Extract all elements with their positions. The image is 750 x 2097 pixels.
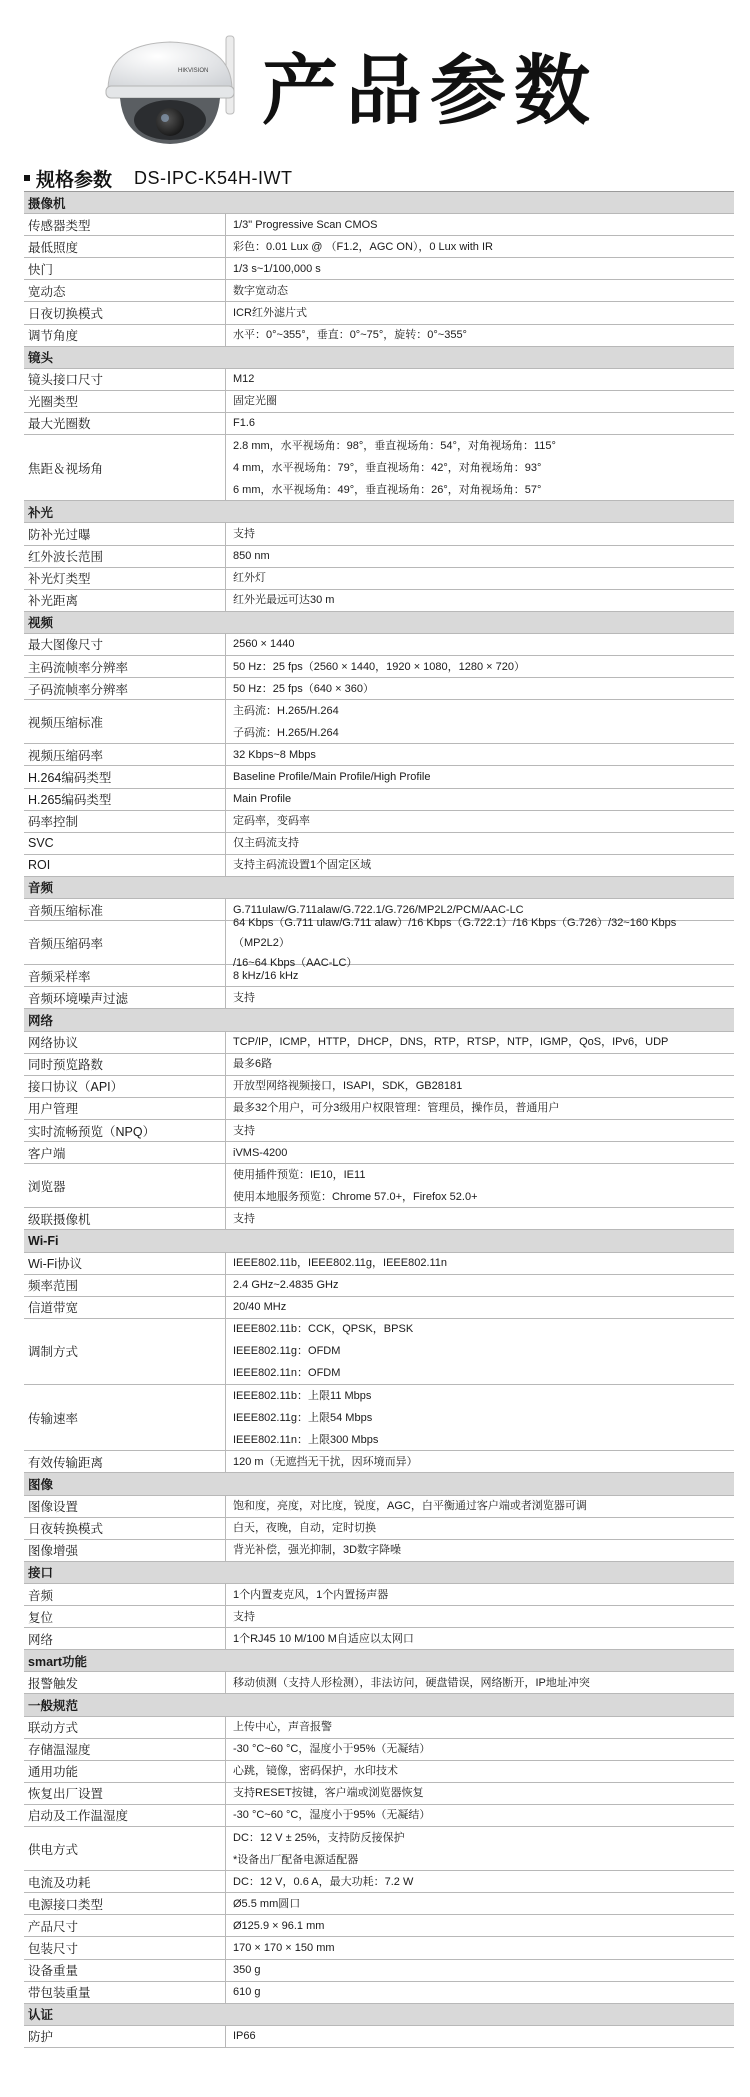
spec-value	[226, 1805, 734, 1826]
spec-value	[226, 1915, 734, 1936]
spec-value-line: Main Profile	[233, 793, 292, 806]
spec-row	[24, 546, 734, 568]
spec-value	[226, 236, 734, 257]
spec-key: 补光距离	[24, 590, 226, 611]
spec-value	[226, 1982, 734, 2003]
spec-key: H.265编码类型	[24, 789, 226, 810]
spec-value	[226, 1717, 734, 1738]
spec-value-line: 64 Kbps（G.711 ulaw/G.711 alaw）/16 Kbps（G.722.1）/16 Kbps（G.726）/32~160 Kbps（MP2L2）	[233, 916, 677, 949]
spec-value-line: 水平：0°~355°，垂直：0°~75°，旋转：0°~355°	[233, 329, 467, 342]
spec-key: 图像设置	[24, 1496, 226, 1517]
header	[0, 0, 750, 170]
spec-key: 实时流畅预览（NPQ）	[24, 1120, 226, 1141]
spec-value	[226, 1496, 734, 1517]
spec-key: 通用功能	[24, 1761, 226, 1782]
spec-key: 同时预览路数	[24, 1054, 226, 1075]
spec-key: 报警触发	[24, 1672, 226, 1693]
spec-row	[24, 1385, 734, 1451]
spec-value	[226, 916, 734, 969]
spec-value-line: 1/3 s~1/100,000 s	[233, 262, 321, 275]
spec-value	[226, 766, 734, 787]
spec-value-line: 移动侦测（支持人形检测），非法访问，硬盘错误，网络断开，IP地址冲突	[233, 1676, 590, 1689]
spec-value-line: IEEE802.11g：OFDM	[233, 1345, 341, 1358]
spec-value	[226, 1628, 734, 1649]
spec-row	[24, 656, 734, 678]
spec-heading	[24, 165, 293, 191]
spec-row	[24, 1827, 734, 1871]
spec-value	[226, 214, 734, 235]
spec-value	[226, 1584, 734, 1605]
spec-value	[226, 369, 734, 390]
spec-row	[24, 789, 734, 811]
spec-value-line: 支持	[233, 527, 255, 540]
spec-value-line: 2.8 mm，水平视场角：98°，垂直视场角：54°，对角视场角：115°	[233, 439, 556, 452]
camera-brand: HIKVISION	[178, 68, 209, 74]
spec-row	[24, 1098, 734, 1120]
spec-value-line: 4 mm，水平视场角：79°，垂直视场角：42°，对角视场角：93°	[233, 461, 542, 474]
section-header: 补光	[24, 501, 734, 523]
spec-key: 图像增强	[24, 1540, 226, 1561]
spec-value-line: 开放型网络视频接口，ISAPI，SDK，GB28181	[233, 1080, 463, 1093]
spec-key: Wi-Fi协议	[24, 1253, 226, 1274]
spec-value	[226, 590, 734, 611]
spec-key: 级联摄像机	[24, 1208, 226, 1229]
spec-row	[24, 369, 734, 391]
spec-key: 音频采样率	[24, 965, 226, 986]
spec-row	[24, 634, 734, 656]
spec-key: 视频压缩标准	[24, 700, 226, 743]
spec-value-line: 红外光最远可达30 m	[233, 594, 335, 607]
spec-key: 防护	[24, 2026, 226, 2047]
spec-value	[226, 1319, 734, 1384]
spec-value-line: 饱和度，亮度，对比度，锐度，AGC，白平衡通过客户端或者浏览器可调	[233, 1500, 587, 1513]
spec-value-line: 固定光圈	[233, 395, 277, 408]
spec-value	[226, 833, 734, 854]
spec-row	[24, 413, 734, 435]
spec-key: 最大图像尺寸	[24, 634, 226, 655]
spec-value-line: 最多6路	[233, 1058, 273, 1071]
spec-key: 浏览器	[24, 1164, 226, 1207]
spec-value	[226, 1893, 734, 1914]
spec-value-line: 50 Hz：25 fps（2560 × 1440，1920 × 1080，1280 × 720）	[233, 660, 526, 673]
spec-row	[24, 1208, 734, 1230]
spec-key: 设备重量	[24, 1960, 226, 1981]
spec-row	[24, 325, 734, 347]
spec-key: 日夜切换模式	[24, 302, 226, 323]
spec-row	[24, 1915, 734, 1937]
spec-value-line: 120 m（无遮挡无干扰，因环境而异）	[233, 1455, 418, 1468]
spec-value-line: 最多32个用户，可分3级用户权限管理：管理员，操作员，普通用户	[233, 1102, 560, 1115]
spec-value	[226, 1164, 734, 1207]
spec-value	[226, 656, 734, 677]
spec-row	[24, 1032, 734, 1054]
spec-key: 最大光圈数	[24, 413, 226, 434]
spec-key: 快门	[24, 258, 226, 279]
spec-value-line: M12	[233, 373, 255, 386]
spec-key: 防补光过曝	[24, 523, 226, 544]
spec-value-line: 32 Kbps~8 Mbps	[233, 748, 316, 761]
section-header: 认证	[24, 2004, 734, 2026]
spec-row	[24, 1054, 734, 1076]
spec-value-line: IEEE802.11b：CCK，QPSK，BPSK	[233, 1323, 414, 1336]
spec-value-line: Ø125.9 × 96.1 mm	[233, 1919, 325, 1932]
spec-row	[24, 833, 734, 855]
spec-key: 红外波长范围	[24, 546, 226, 567]
spec-value	[226, 1253, 734, 1274]
spec-value-line: DC：12 V ± 25%，支持防反接保护	[233, 1831, 405, 1844]
spec-key: 主码流帧率分辨率	[24, 656, 226, 677]
spec-value	[226, 302, 734, 323]
spec-value-line: 心跳，镜像，密码保护，水印技术	[233, 1765, 398, 1778]
spec-row	[24, 523, 734, 545]
spec-key: 焦距＆视场角	[24, 435, 226, 500]
spec-row	[24, 1297, 734, 1319]
spec-table	[24, 191, 734, 2048]
spec-key: 电源接口类型	[24, 1893, 226, 1914]
spec-value-line: DC：12 V，0.6 A，最大功耗：7.2 W	[233, 1875, 414, 1888]
spec-row	[24, 1783, 734, 1805]
spec-row	[24, 280, 734, 302]
section-header: 音频	[24, 877, 734, 899]
spec-key: 网络协议	[24, 1032, 226, 1053]
spec-value-line: 红外灯	[233, 572, 266, 585]
spec-row	[24, 1672, 734, 1694]
spec-key: 码率控制	[24, 811, 226, 832]
spec-value	[226, 811, 734, 832]
spec-row	[24, 568, 734, 590]
spec-key: 视频压缩码率	[24, 744, 226, 765]
spec-value-line: 1/3" Progressive Scan CMOS	[233, 218, 378, 231]
spec-row	[24, 258, 734, 280]
spec-row	[24, 1076, 734, 1098]
spec-value	[226, 1208, 734, 1229]
spec-value-line: G.711ulaw/G.711alaw/G.722.1/G.726/MP2L2/PCM/AAC-LC	[233, 903, 524, 916]
spec-key: 调节角度	[24, 325, 226, 346]
spec-row	[24, 965, 734, 987]
spec-value-line: Baseline Profile/Main Profile/High Profile	[233, 771, 431, 783]
spec-row	[24, 1120, 734, 1142]
spec-value	[226, 2026, 734, 2047]
spec-row	[24, 1518, 734, 1540]
spec-value	[226, 1297, 734, 1318]
page-title: 产品参数	[262, 49, 598, 134]
spec-value	[226, 678, 734, 699]
spec-value	[226, 1098, 734, 1119]
spec-value-line: 支持	[233, 1124, 255, 1137]
section-header: 一般规范	[24, 1694, 734, 1716]
spec-value-line: 使用本地服务预览：Chrome 57.0+，Firefox 52.0+	[233, 1190, 478, 1203]
spec-row	[24, 1739, 734, 1761]
spec-row	[24, 1275, 734, 1297]
spec-key: 日夜转换模式	[24, 1518, 226, 1539]
spec-value	[226, 700, 734, 743]
spec-key: 恢复出厂设置	[24, 1783, 226, 1804]
spec-row	[24, 987, 734, 1009]
spec-row	[24, 435, 734, 501]
spec-value	[226, 568, 734, 589]
spec-value-line: 支持主码流设置1个固定区域	[233, 859, 372, 872]
section-header: 视频	[24, 612, 734, 634]
spec-key: 网络	[24, 1628, 226, 1649]
spec-row	[24, 1540, 734, 1562]
spec-row	[24, 214, 734, 236]
spec-value	[226, 1120, 734, 1141]
spec-value-line: F1.6	[233, 417, 256, 430]
spec-key: 镜头接口尺寸	[24, 369, 226, 390]
spec-value	[226, 435, 734, 500]
section-header: 网络	[24, 1009, 734, 1031]
spec-key: 包装尺寸	[24, 1937, 226, 1958]
spec-key: 有效传输距离	[24, 1451, 226, 1472]
spec-value	[226, 1032, 734, 1053]
spec-value-line: 2560 × 1440	[233, 638, 295, 651]
spec-value-line: 定码率，变码率	[233, 815, 310, 828]
spec-value-line: 170 × 170 × 150 mm	[233, 1942, 335, 1954]
spec-row	[24, 916, 734, 969]
spec-value	[226, 1451, 734, 1472]
spec-key: 光圈类型	[24, 391, 226, 412]
spec-value-line: IEEE802.11b，IEEE802.11g，IEEE802.11n	[233, 1257, 448, 1270]
spec-key: 补光灯类型	[24, 568, 226, 589]
spec-row	[24, 1319, 734, 1385]
spec-value-line: 850 nm	[233, 550, 270, 563]
spec-value	[226, 546, 734, 567]
spec-key: 产品尺寸	[24, 1915, 226, 1936]
spec-key: 存储温湿度	[24, 1739, 226, 1760]
spec-value-line: /16~64 Kbps（AAC-LC）	[233, 956, 358, 969]
spec-value-line: 350 g	[233, 1964, 261, 1977]
spec-value-line: 白天，夜晚，自动，定时切换	[233, 1522, 376, 1535]
spec-key: 电流及功耗	[24, 1871, 226, 1892]
spec-value-line: 仅主码流支持	[233, 837, 299, 850]
spec-key: 供电方式	[24, 1827, 226, 1870]
spec-value	[226, 1739, 734, 1760]
spec-value	[226, 1540, 734, 1561]
spec-value-line: 支持RESET按键，客户端或浏览器恢复	[233, 1787, 424, 1800]
spec-value	[226, 1054, 734, 1075]
spec-row	[24, 1937, 734, 1959]
spec-value-line: 1个RJ45 10 M/100 M自适应以太网口	[233, 1632, 414, 1645]
spec-value	[226, 1385, 734, 1450]
spec-value-line: -30 °C~60 °C，湿度小于95%（无凝结）	[233, 1809, 431, 1822]
spec-value	[226, 634, 734, 655]
spec-value-line: 子码流：H.265/H.264	[233, 726, 339, 739]
spec-row	[24, 1761, 734, 1783]
spec-row	[24, 302, 734, 324]
spec-row	[24, 855, 734, 877]
spec-value-line: 1个内置麦克风，1个内置扬声器	[233, 1588, 389, 1601]
spec-row	[24, 590, 734, 612]
spec-value	[226, 523, 734, 544]
spec-key: 联动方式	[24, 1717, 226, 1738]
spec-row	[24, 1628, 734, 1650]
spec-key: 音频压缩标准	[24, 899, 226, 920]
spec-value	[226, 987, 734, 1008]
spec-key: 启动及工作温湿度	[24, 1805, 226, 1826]
spec-row	[24, 678, 734, 700]
spec-value	[226, 391, 734, 412]
spec-row	[24, 236, 734, 258]
spec-value	[226, 325, 734, 346]
spec-value-line: TCP/IP，ICMP，HTTP，DHCP，DNS，RTP，RTSP，NTP，IGMP，QoS，IPv6，UDP	[233, 1036, 669, 1049]
section-header: 接口	[24, 1562, 734, 1584]
spec-value-line: iVMS-4200	[233, 1146, 288, 1159]
spec-value-line: 6 mm，水平视场角：49°，垂直视场角：26°，对角视场角：57°	[233, 483, 542, 496]
spec-value	[226, 1871, 734, 1892]
spec-value	[226, 1275, 734, 1296]
spec-key: 最低照度	[24, 236, 226, 257]
spec-row	[24, 744, 734, 766]
spec-value-line: 支持	[233, 1212, 255, 1225]
spec-row	[24, 1717, 734, 1739]
spec-value	[226, 413, 734, 434]
spec-value-line: 20/40 MHz	[233, 1301, 287, 1314]
spec-key: 音频环境噪声过滤	[24, 987, 226, 1008]
spec-label: 规格参数	[36, 169, 113, 191]
section-header: 图像	[24, 1473, 734, 1495]
spec-value-line: 上传中心，声音报警	[233, 1721, 332, 1734]
spec-value-line: 彩色：0.01 Lux @ （F1.2，AGC ON），0 Lux with IR	[233, 240, 493, 253]
spec-row	[24, 766, 734, 788]
spec-row	[24, 1805, 734, 1827]
bullet-icon	[24, 175, 30, 181]
spec-value	[226, 280, 734, 301]
spec-value	[226, 1827, 734, 1870]
spec-row	[24, 1606, 734, 1628]
spec-key: SVC	[24, 833, 226, 854]
spec-row	[24, 1496, 734, 1518]
spec-key: 信道带宽	[24, 1297, 226, 1318]
spec-value-line: 50 Hz：25 fps（640 × 360）	[233, 682, 374, 695]
spec-row	[24, 1960, 734, 1982]
spec-row	[24, 700, 734, 744]
spec-row	[24, 811, 734, 833]
spec-key: 传输速率	[24, 1385, 226, 1450]
spec-value-line: Ø5.5 mm圆口	[233, 1897, 301, 1910]
section-header: smart功能	[24, 1650, 734, 1672]
spec-value-line: IEEE802.11n：上限300 Mbps	[233, 1433, 379, 1446]
spec-value	[226, 855, 734, 876]
spec-value	[226, 258, 734, 279]
spec-key: 频率范围	[24, 1275, 226, 1296]
spec-value-line: *设备出厂配备电源适配器	[233, 1853, 359, 1866]
spec-value	[226, 965, 734, 986]
spec-value-line: -30 °C~60 °C，湿度小于95%（无凝结）	[233, 1743, 431, 1756]
spec-value	[226, 1076, 734, 1097]
spec-key: ROI	[24, 855, 226, 876]
spec-value	[226, 1937, 734, 1958]
spec-value	[226, 1960, 734, 1981]
spec-row	[24, 1871, 734, 1893]
spec-value	[226, 1783, 734, 1804]
spec-key: 用户管理	[24, 1098, 226, 1119]
spec-value	[226, 789, 734, 810]
spec-key: 带包装重量	[24, 1982, 226, 2003]
spec-value-line: 主码流：H.265/H.264	[233, 704, 339, 717]
spec-row	[24, 1451, 734, 1473]
spec-value-line: 背光补偿，强光抑制，3D数字降噪	[233, 1544, 402, 1557]
spec-value-line: ICR红外滤片式	[233, 307, 307, 320]
spec-key: 调制方式	[24, 1319, 226, 1384]
spec-value	[226, 744, 734, 765]
spec-value	[226, 1518, 734, 1539]
spec-row	[24, 1982, 734, 2004]
spec-row	[24, 1142, 734, 1164]
spec-key: 音频	[24, 1584, 226, 1605]
spec-value-line: IP66	[233, 2030, 256, 2043]
spec-row	[24, 1584, 734, 1606]
spec-value-line: 使用插件预览：IE10，IE11	[233, 1168, 366, 1181]
spec-value-line: 8 kHz/16 kHz	[233, 969, 299, 982]
section-header: 摄像机	[24, 192, 734, 214]
spec-row	[24, 1893, 734, 1915]
spec-value-line: 2.4 GHz~2.4835 GHz	[233, 1279, 339, 1292]
spec-value-line: 支持	[233, 991, 255, 1004]
spec-value-line: 支持	[233, 1610, 255, 1623]
spec-value	[226, 1606, 734, 1627]
spec-row	[24, 391, 734, 413]
spec-key: 音频压缩码率	[24, 921, 226, 964]
spec-value	[226, 1142, 734, 1163]
spec-row	[24, 1164, 734, 1208]
section-header: 镜头	[24, 347, 734, 369]
spec-row	[24, 1253, 734, 1275]
spec-key: 传感器类型	[24, 214, 226, 235]
spec-value-line: 数字宽动态	[233, 284, 288, 297]
model-number: DS-IPC-K54H-IWT	[134, 167, 293, 188]
spec-key: 接口协议（API）	[24, 1076, 226, 1097]
spec-key: 客户端	[24, 1142, 226, 1163]
spec-value-line: IEEE802.11b：上限11 Mbps	[233, 1389, 372, 1402]
spec-key: 宽动态	[24, 280, 226, 301]
spec-value-line: IEEE802.11n：OFDM	[233, 1367, 341, 1380]
spec-value-line: IEEE802.11g：上限54 Mbps	[233, 1411, 373, 1424]
spec-value	[226, 1672, 734, 1693]
spec-value	[226, 1761, 734, 1782]
spec-row	[24, 2026, 734, 2048]
section-header: Wi-Fi	[24, 1230, 734, 1252]
dome-camera-image	[98, 30, 248, 148]
spec-key: H.264编码类型	[24, 766, 226, 787]
spec-key: 子码流帧率分辨率	[24, 678, 226, 699]
spec-key: 复位	[24, 1606, 226, 1627]
spec-value-line: 610 g	[233, 1986, 261, 1999]
